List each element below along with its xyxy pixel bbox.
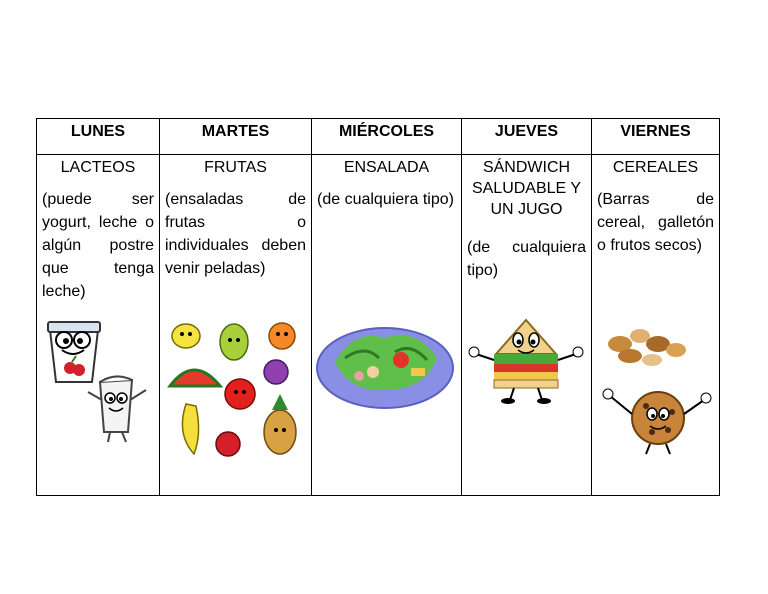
yogurt-icon xyxy=(42,312,157,447)
sandwich-illustration xyxy=(466,314,586,406)
day-header-jueves: JUEVES xyxy=(462,119,592,155)
day-header-miercoles: MIÉRCOLES xyxy=(312,119,462,155)
category-lacteos: LACTEOS xyxy=(60,159,136,176)
category-cereales: CEREALES xyxy=(612,159,699,176)
category-sandwich: SÁNDWICH SALUDABLE Y UN JUGO xyxy=(471,159,582,218)
category-ensalada: ENSALADA xyxy=(343,159,430,176)
salad-icon xyxy=(315,318,457,410)
note-viernes: (Barras de cereal, galletón o frutos secos) xyxy=(597,191,714,254)
sandwich-icon xyxy=(466,314,586,406)
note-martes: (ensaladas de frutas o individuales deben venir peladas) xyxy=(165,191,306,277)
day-header-martes: MARTES xyxy=(160,119,312,155)
note-lunes: (puede ser yogurt, leche o algún postre que tenga leche) xyxy=(42,191,154,300)
category-frutas: FRUTAS xyxy=(204,159,267,176)
day-header-lunes: LUNES xyxy=(37,119,160,155)
note-jueves: (de cualquiera tipo) xyxy=(467,239,586,279)
day-header-viernes: VIERNES xyxy=(592,119,720,155)
nuts-cookie-illustration xyxy=(596,322,716,462)
day-header-row xyxy=(37,119,720,155)
note-miercoles: (de cualquiera tipo) xyxy=(317,191,454,208)
fruits-icon xyxy=(164,314,306,464)
salad-illustration xyxy=(315,318,457,410)
cookie-icon xyxy=(596,322,716,462)
fruits-illustration xyxy=(164,314,306,464)
yogurt-milk-illustration xyxy=(42,312,157,447)
